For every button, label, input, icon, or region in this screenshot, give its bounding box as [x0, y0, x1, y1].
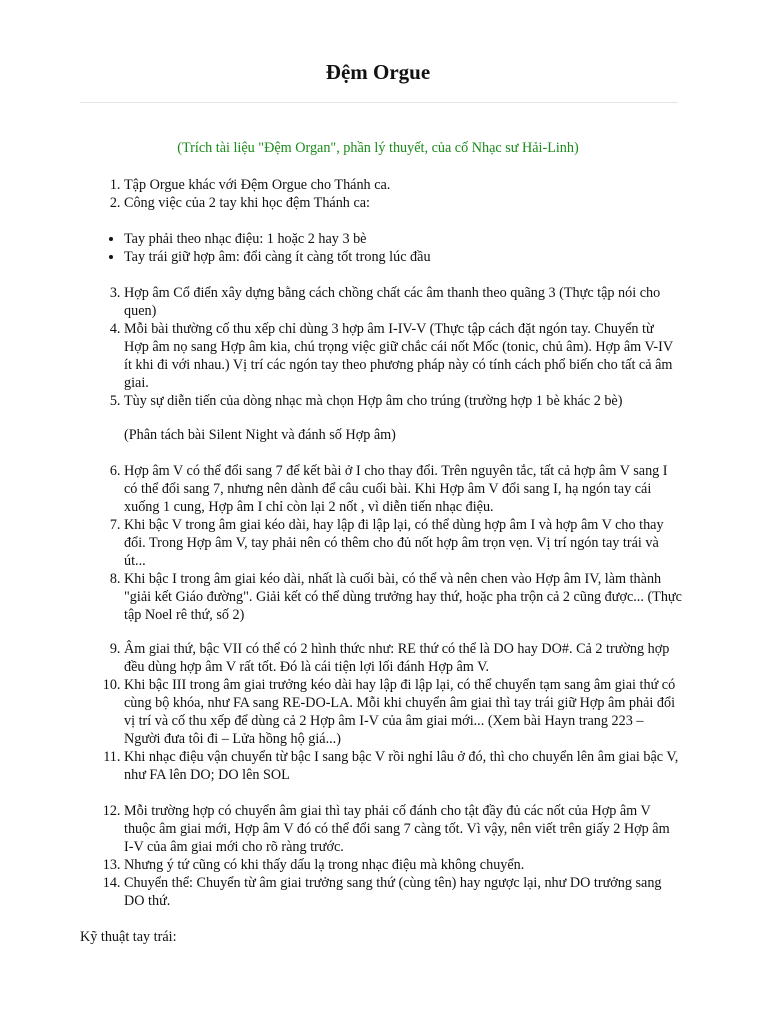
bullet-item: • Tay trái giữ hợp âm: đổi càng ít càng tốt trong lúc đầu	[124, 248, 682, 266]
list-item: 4. Mỗi bài thường cố thu xếp chỉ dùng 3 hợp âm I-IV-V (Thực tập cách đặt ngón tay. Chuyển từ Hợp âm nọ sang Hợp âm kia, chú trọng việc giữ chắc cái nốt Mốc (tonic, chủ âm). Hợp âm V-IV ít khi đi với nhau.) Vị trí các ngón tay theo phương pháp này có tính cách phổ biến cho tất cả âm giai.	[124, 320, 682, 392]
numbered-list-part-5	[80, 802, 682, 910]
list-item: 10. Khi bậc III trong âm giai trưởng kéo dài hay lập đi lập lại, có thể chuyển tạm sang âm giai thứ có cùng bộ khóa, như FA sang RE-DO-LA. Mỗi khi chuyển âm giai thì tay trái giữ Hợp âm phải đổi vị trí và cố thu xếp để dùng cả 2 Hợp âm I-V của âm giai mới... (Xem bài Hayn trang 223 – Người đưa tôi đi – Lửa hồng hộ giá...)	[124, 676, 682, 748]
list-item: 3. Hợp âm Cổ điển xây dựng bằng cách chồng chất các âm thanh theo quãng 3 (Thực tập nói cho quen)	[124, 284, 682, 320]
list-item: 2. Công việc của 2 tay khi học đệm Thánh ca:	[124, 194, 682, 212]
list-item: 1. Tập Orgue khác với Đệm Orgue cho Thánh ca.	[124, 176, 682, 194]
list-item: 14. Chuyển thể: Chuyển từ âm giai trưởng sang thứ (cùng tên) hay ngược lại, như DO trưởng sang DO thứ.	[124, 874, 682, 910]
list-item: 12. Mỗi trường hợp có chuyển âm giai thì tay phải cố đánh cho tật đầy đủ các nốt của Hợp âm V thuộc âm giai mới, Hợp âm V đó có thể đổi sang 7 càng tốt. Vì vậy, nên viết trên giấy 2 Hợp âm I-V của âm giai mới cho rõ ràng trước.	[124, 802, 682, 856]
document-subtitle: (Trích tài liệu "Đệm Organ", phần lý thuyết, của cố Nhạc sư Hải-Linh)	[177, 140, 579, 156]
document-title: Đệm Orgue	[325, 60, 431, 84]
numbered-list-part-3	[80, 462, 682, 624]
list-item: 13. Nhưng ý tứ cũng có khi thấy dấu lạ trong nhạc điệu mà không chuyển.	[124, 856, 682, 874]
analysis-note: (Phân tách bài Silent Night và đánh số Hợp âm)	[124, 427, 396, 443]
numbered-list-part-1	[80, 176, 682, 212]
list-item: 9. Âm giai thứ, bậc VII có thể có 2 hình thức như: RE thứ có thể là DO hay DO#. Cả 2 trường hợp đều dùng hợp âm V rất tốt. Đó là cái tiện lợi lối đánh Hợp âm V.	[124, 640, 682, 676]
section-heading-left-hand: Kỹ thuật tay trái:	[80, 929, 177, 945]
list-item: 5. Tùy sự diễn tiến của dòng nhạc mà chọn Hợp âm cho trúng (trường hợp 1 bè khác 2 bè)	[124, 392, 682, 410]
numbered-list-part-4	[80, 640, 682, 784]
list-item: 7. Khi bậc V trong âm giai kéo dài, hay lập đi lập lại, có thể dùng hợp âm I và hợp âm V cho thay đổi. Trong Hợp âm V, tay phải nên có thêm cho đủ nốt hợp âm trọn vẹn. Vị trí ngón tay trái và út...	[124, 516, 682, 570]
numbered-list-part-2	[80, 284, 682, 410]
title-divider	[80, 102, 678, 103]
list-item: 11. Khi nhạc điệu vận chuyển từ bậc I sang bậc V rồi nghỉ lâu ở đó, thì cho chuyển lên âm giai bậc V, như FA lên DO; DO lên SOL	[124, 748, 682, 784]
list-item: 6. Hợp âm V có thể đổi sang 7 để kết bài ở I cho thay đổi. Trên nguyên tắc, tất cả hợp âm V sang I có thể đổi sang 7, nhưng nên dành để câu cuối bài. Khi Hợp âm V đổi sang I, hạ ngón tay cái xuống 1 cung, Hợp âm I chỉ còn lại 2 nốt , vì diễn tiến nhạc điệu.	[124, 462, 682, 516]
bullet-list	[80, 230, 682, 266]
bullet-item: • Tay phải theo nhạc điệu: 1 hoặc 2 hay 3 bè	[124, 230, 682, 248]
list-item: 8. Khi bậc I trong âm giai kéo dài, nhất là cuối bài, có thể và nên chen vào Hợp âm IV, làm thành "giải kết Giáo đường". Giải kết có thể dùng trưởng hay thứ, hoặc pha trộn cả 2 cũng được... (Thực tập Noel rê thứ, số 2)	[124, 570, 682, 624]
